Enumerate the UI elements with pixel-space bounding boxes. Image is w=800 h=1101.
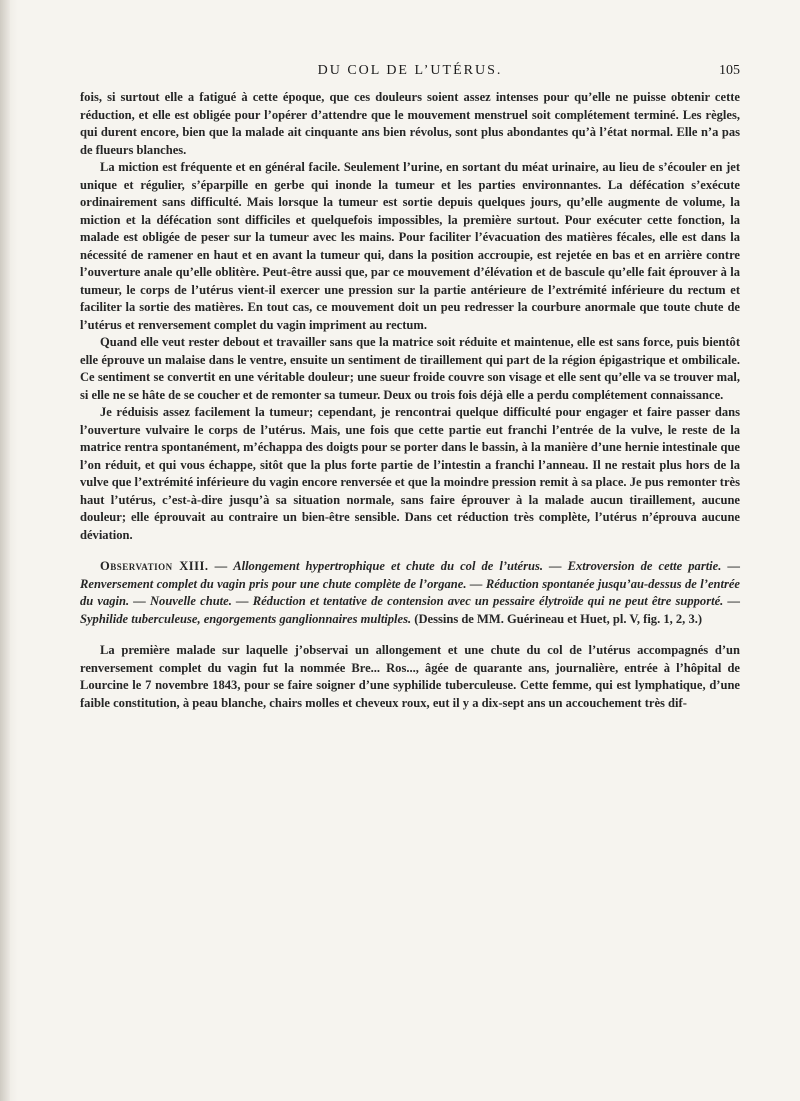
- paragraph-1: fois, si surtout elle a fatigué à cette époque, que ces douleurs soient assez intenses pour qu’elle ne puisse obtenir cette réduction, et elle est obligée pour l’opérer d’attendre que le mouvement menstruel soit complétement terminé. Les règles, qui durent encore, bien que la malade ait cinquante ans bien révolus, sont plus abondantes qu’à l’état normal. Elle n’a pas de flueurs blanches.: [80, 90, 740, 157]
- section-gap-2: [80, 628, 740, 642]
- paragraph-5: La première malade sur laquelle j’observai un allongement et une chute du col de l’utérus accompagnés d’un renversement complet du vagin fut la nommée Bre... Ros..., âgée de quarante ans, journalière, entrée à l’hôpital de Lourcine le 7 novembre 1843, pour se faire soigner d’une syphilide tuberculeuse. Cette femme, qui est lymphatique, d’une faible constitution, à peau blanche, chairs molles et cheveux roux, eut il y a dix-sept ans un accouchement très dif-: [80, 643, 740, 710]
- page-header: [80, 63, 740, 85]
- running-head: DU COL DE L’UTÉRUS.: [317, 63, 503, 78]
- observation-heading: [80, 558, 740, 628]
- paragraph-4: Je réduisis assez facilement la tumeur; cependant, je rencontrai quelque difficulté pour engager et faire passer dans l’ouverture vulvaire le corps de l’utérus. Mais, une fois que cette partie eut franchi l’entrée de la vulve, le reste de la matrice rentra spontanément, m’échappa des doigts pour se porter dans le bassin, à la manière d’une hernie intestinale que l’on réduit, et qui vous échappe, sitôt que la plus forte partie de l’intestin a franchi l’anneau. Il ne restait plus hors de la vulve que l’extrémité inférieure du vagin encore renversée et que la moindre pression remit à sa place. Je pus remonter très haut l’utérus, c’est-à-dire jusqu’à sa situation normale, sans faire éprouver à la malade aucun tiraillement, aucune douleur; elle éprouvait au contraire un bien-être sensible. Dans cet réduction très complète, l’utérus n’éprouva aucune déviation.: [80, 405, 740, 542]
- observation-title: Allongement hypertrophique et chute du col de l’utérus. — Extroversion de cette partie. — Renversement complet du vagin pris pour une chute complète de l’organe. — Réduction spontanée jusqu’au-dessus de l’entrée du vagin. — Nouvelle chute. — Réduction et tentative de contension avec un pessaire élytroïde qui ne peut être supporté. — Syphilide tuberculeuse, engorgements ganglionnaires multiples.: [80, 559, 740, 626]
- section-gap: [80, 544, 740, 558]
- observation-dash: —: [208, 559, 234, 573]
- paragraph-3: Quand elle veut rester debout et travailler sans que la matrice soit réduite et maintenue, elle est sans force, puis bientôt elle éprouve un malaise dans le ventre, ensuite un sentiment de tiraillement qui part de la région épigastrique et ombilicale. Ce sentiment se convertit en une véritable douleur; une sueur froide couvre son visage et elle sent qu’elle va se trouver mal, si elle ne se hâte de se coucher et de remonter sa tumeur. Deux ou trois fois déjà elle a perdu complétement connaissance.: [80, 335, 740, 402]
- page-gutter: [0, 0, 10, 1101]
- body-text: [80, 89, 740, 712]
- paragraph-2: La miction est fréquente et en général facile. Seulement l’urine, en sortant du méat urinaire, au lieu de s’écouler en jet unique et régulier, s’éparpille en gerbe qui inonde la tumeur et les parties environnantes. La défécation s’exécute ordinairement sans difficulté. Mais lorsque la tumeur est sortie depuis quelques jours, qu’elle augmente de volume, la miction et la défécation sont difficiles et quelquefois impossibles, la première surtout. Pour exécuter cette fonction, la malade est obligée de peser sur la tumeur avec les mains. Pour faciliter l’évacuation des matières fécales, elle est dans la nécessité de ramener en haut et en avant la tumeur qui, dans la position accroupie, est rejetée en bas et en arrière contre l’ouverture anale qu’elle oblitère. Peut-être aussi que, par ce mouvement d’élévation et de bascule qu’elle fait éprouver à la tumeur, le corps de l’utérus vient-il exercer une pression sur la partie antérieure de l’extrémité inférieure du rectum et faciliter la sortie des matières. En tout cas, ce mouvement doit un peu redresser la courbure anormale que toute chute de l’utérus et renversement complet du vagin impriment au rectum.: [80, 160, 740, 332]
- observation-label: Observation XIII.: [100, 559, 209, 573]
- page-number: 105: [719, 63, 740, 78]
- observation-note: (Dessins de MM. Guérineau et Huet, pl. V, fig. 1, 2, 3.): [411, 611, 703, 626]
